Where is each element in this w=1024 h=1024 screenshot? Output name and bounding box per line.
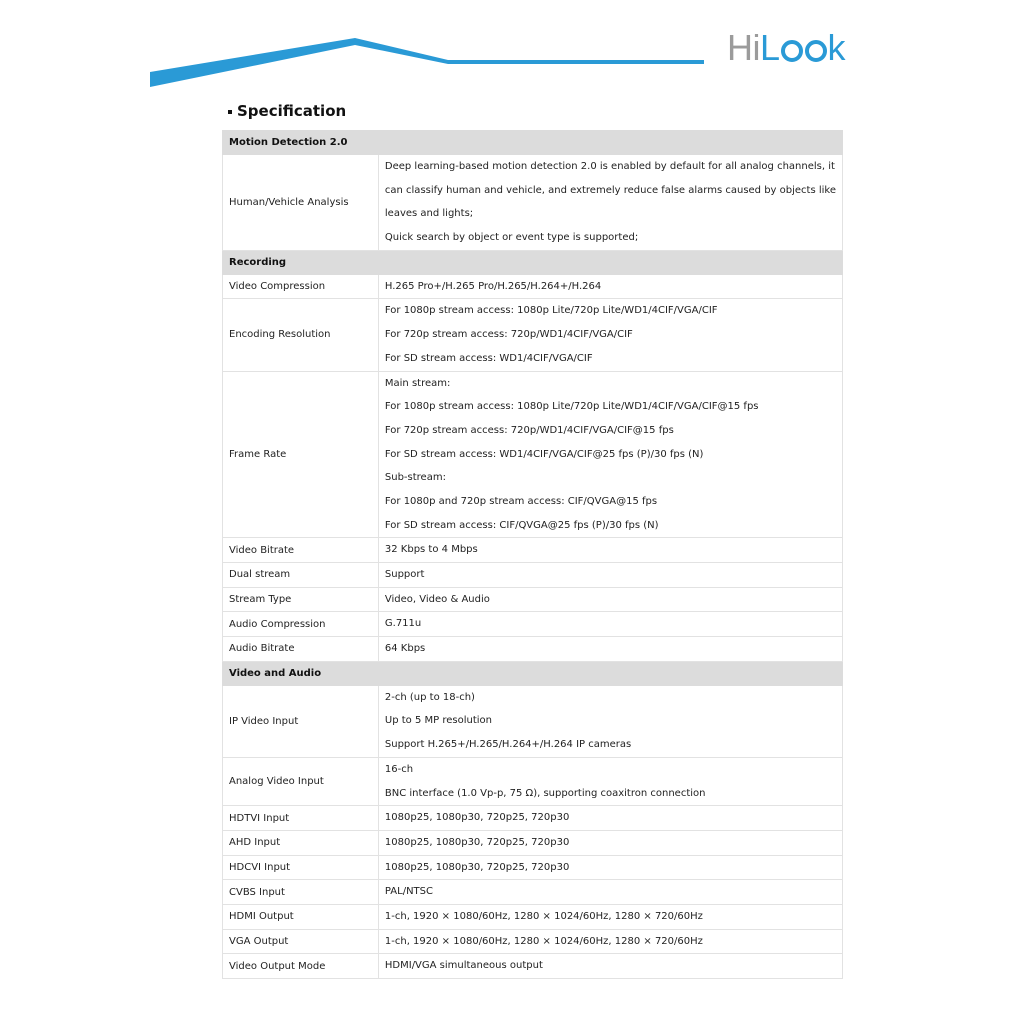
spec-value-line: 1-ch, 1920 × 1080/60Hz, 1280 × 1024/60Hz, 1280 × 720/60Hz bbox=[384, 935, 703, 947]
spec-value-line: Up to 5 MP resolution bbox=[384, 715, 492, 727]
spec-value-line: H.265 Pro+/H.265 Pro/H.265/H.264+/H.264 bbox=[384, 280, 602, 292]
spec-value bbox=[378, 563, 842, 588]
spec-value-line: can classify human and vehicle, and extremely reduce false alarms caused by objects like bbox=[384, 184, 836, 196]
spec-value-line: Support bbox=[384, 569, 425, 580]
section-header-row bbox=[223, 250, 843, 274]
spec-value-line: 32 Kbps to 4 Mbps bbox=[384, 544, 478, 556]
spec-label: Human/Vehicle Analysis bbox=[223, 155, 379, 251]
spec-value bbox=[378, 880, 842, 905]
spec-label: Video Bitrate bbox=[223, 538, 379, 563]
spec-row bbox=[223, 954, 843, 979]
spec-label: Audio Compression bbox=[223, 612, 379, 637]
spec-row bbox=[223, 587, 843, 612]
section-header-row bbox=[223, 661, 843, 685]
spec-value-line: Support H.265+/H.265/H.264+/H.264 IP cameras bbox=[384, 739, 632, 751]
section-header: Video and Audio bbox=[223, 661, 843, 685]
spec-label: HDMI Output bbox=[223, 904, 379, 929]
spec-value-line: 2-ch (up to 18-ch) bbox=[384, 691, 475, 703]
spec-label: Video Compression bbox=[223, 274, 379, 299]
spec-value-line: For 720p stream access: 720p/WD1/4CIF/VGA/CIF@15 fps bbox=[384, 424, 674, 436]
spec-value-line: Deep learning-based motion detection 2.0 is enabled by default for all analog channels, it bbox=[384, 161, 835, 172]
spec-row bbox=[223, 830, 843, 855]
spec-value-line: G.711u bbox=[384, 618, 422, 630]
spec-row bbox=[223, 637, 843, 662]
spec-row bbox=[223, 274, 843, 299]
spec-row bbox=[223, 929, 843, 954]
spec-value bbox=[378, 830, 842, 855]
spec-value-line: Sub-stream: bbox=[384, 472, 446, 484]
spec-label: Analog Video Input bbox=[223, 757, 379, 805]
spec-value bbox=[378, 637, 842, 662]
spec-value-line: 1080p25, 1080p30, 720p25, 720p30 bbox=[384, 836, 570, 848]
spec-row bbox=[223, 155, 843, 251]
spec-row bbox=[223, 685, 843, 757]
spec-value-line: Quick search by object or event type is supported; bbox=[384, 232, 639, 244]
spec-value bbox=[378, 757, 842, 805]
spec-label: VGA Output bbox=[223, 929, 379, 954]
section-header: Recording bbox=[223, 250, 843, 274]
spec-value-line: For 1080p and 720p stream access: CIF/QVGA@15 fps bbox=[384, 495, 658, 507]
spec-label: HDTVI Input bbox=[223, 806, 379, 831]
spec-label: Dual stream bbox=[223, 563, 379, 588]
spec-row bbox=[223, 299, 843, 371]
spec-value-line: For 720p stream access: 720p/WD1/4CIF/VGA/CIF bbox=[384, 329, 633, 341]
spec-label: Frame Rate bbox=[223, 371, 379, 538]
spec-value-line: For 1080p stream access: 1080p Lite/720p Lite/WD1/4CIF/VGA/CIF bbox=[384, 305, 718, 317]
spec-value bbox=[378, 685, 842, 757]
spec-value bbox=[378, 929, 842, 954]
spec-value-line: For SD stream access: CIF/QVGA@25 fps (P)/30 fps (N) bbox=[384, 519, 659, 531]
section-title bbox=[228, 100, 346, 122]
spec-label: HDCVI Input bbox=[223, 855, 379, 880]
spec-row bbox=[223, 855, 843, 880]
logo-eye-icon bbox=[805, 40, 827, 62]
spec-value-line: 16-ch bbox=[384, 763, 414, 775]
spec-value-line: 1-ch, 1920 × 1080/60Hz, 1280 × 1024/60Hz, 1280 × 720/60Hz bbox=[384, 910, 703, 922]
spec-value bbox=[378, 612, 842, 637]
spec-value-line: 1080p25, 1080p30, 720p25, 720p30 bbox=[384, 812, 570, 824]
spec-value-line: For SD stream access: WD1/4CIF/VGA/CIF bbox=[384, 352, 593, 364]
header-banner-stripe bbox=[0, 0, 1024, 100]
spec-value-line: HDMI/VGA simultaneous output bbox=[384, 960, 543, 972]
spec-label: IP Video Input bbox=[223, 685, 379, 757]
hilook-logo: HiL k bbox=[727, 27, 846, 68]
spec-value-line: Main stream: bbox=[384, 377, 451, 389]
spec-label: Video Output Mode bbox=[223, 954, 379, 979]
spec-row bbox=[223, 806, 843, 831]
spec-label: AHD Input bbox=[223, 830, 379, 855]
spec-value bbox=[378, 806, 842, 831]
spec-row bbox=[223, 612, 843, 637]
bullet-icon bbox=[228, 110, 232, 114]
spec-value-line: 1080p25, 1080p30, 720p25, 720p30 bbox=[384, 861, 570, 873]
spec-row bbox=[223, 563, 843, 588]
spec-value bbox=[378, 155, 842, 251]
specification-table-body bbox=[223, 131, 843, 979]
spec-value-line: For 1080p stream access: 1080p Lite/720p Lite/WD1/4CIF/VGA/CIF@15 fps bbox=[384, 401, 759, 413]
spec-row bbox=[223, 904, 843, 929]
section-header-row bbox=[223, 131, 843, 155]
spec-value-line: Video, Video & Audio bbox=[384, 593, 490, 605]
section-header: Motion Detection 2.0 bbox=[223, 131, 843, 155]
spec-value bbox=[378, 274, 842, 299]
spec-label: Audio Bitrate bbox=[223, 637, 379, 662]
spec-value-line: PAL/NTSC bbox=[384, 886, 433, 898]
spec-label: Stream Type bbox=[223, 587, 379, 612]
spec-label: Encoding Resolution bbox=[223, 299, 379, 371]
spec-row bbox=[223, 880, 843, 905]
spec-value-line: BNC interface (1.0 Vp-p, 75 Ω), supporting coaxitron connection bbox=[384, 787, 706, 799]
spec-value bbox=[378, 587, 842, 612]
spec-value-line: leaves and lights; bbox=[384, 208, 474, 220]
spec-value bbox=[378, 538, 842, 563]
specification-table bbox=[222, 130, 843, 979]
spec-row bbox=[223, 371, 843, 538]
spec-value bbox=[378, 904, 842, 929]
section-title-text: Specification bbox=[237, 102, 347, 120]
spec-label: CVBS Input bbox=[223, 880, 379, 905]
spec-value bbox=[378, 299, 842, 371]
spec-row bbox=[223, 538, 843, 563]
spec-value bbox=[378, 371, 842, 538]
spec-value bbox=[378, 855, 842, 880]
spec-row bbox=[223, 757, 843, 805]
spec-value-line: For SD stream access: WD1/4CIF/VGA/CIF@25 fps (P)/30 fps (N) bbox=[384, 448, 704, 460]
spec-value bbox=[378, 954, 842, 979]
logo-eye-icon bbox=[781, 40, 803, 62]
spec-value-line: 64 Kbps bbox=[384, 643, 426, 655]
